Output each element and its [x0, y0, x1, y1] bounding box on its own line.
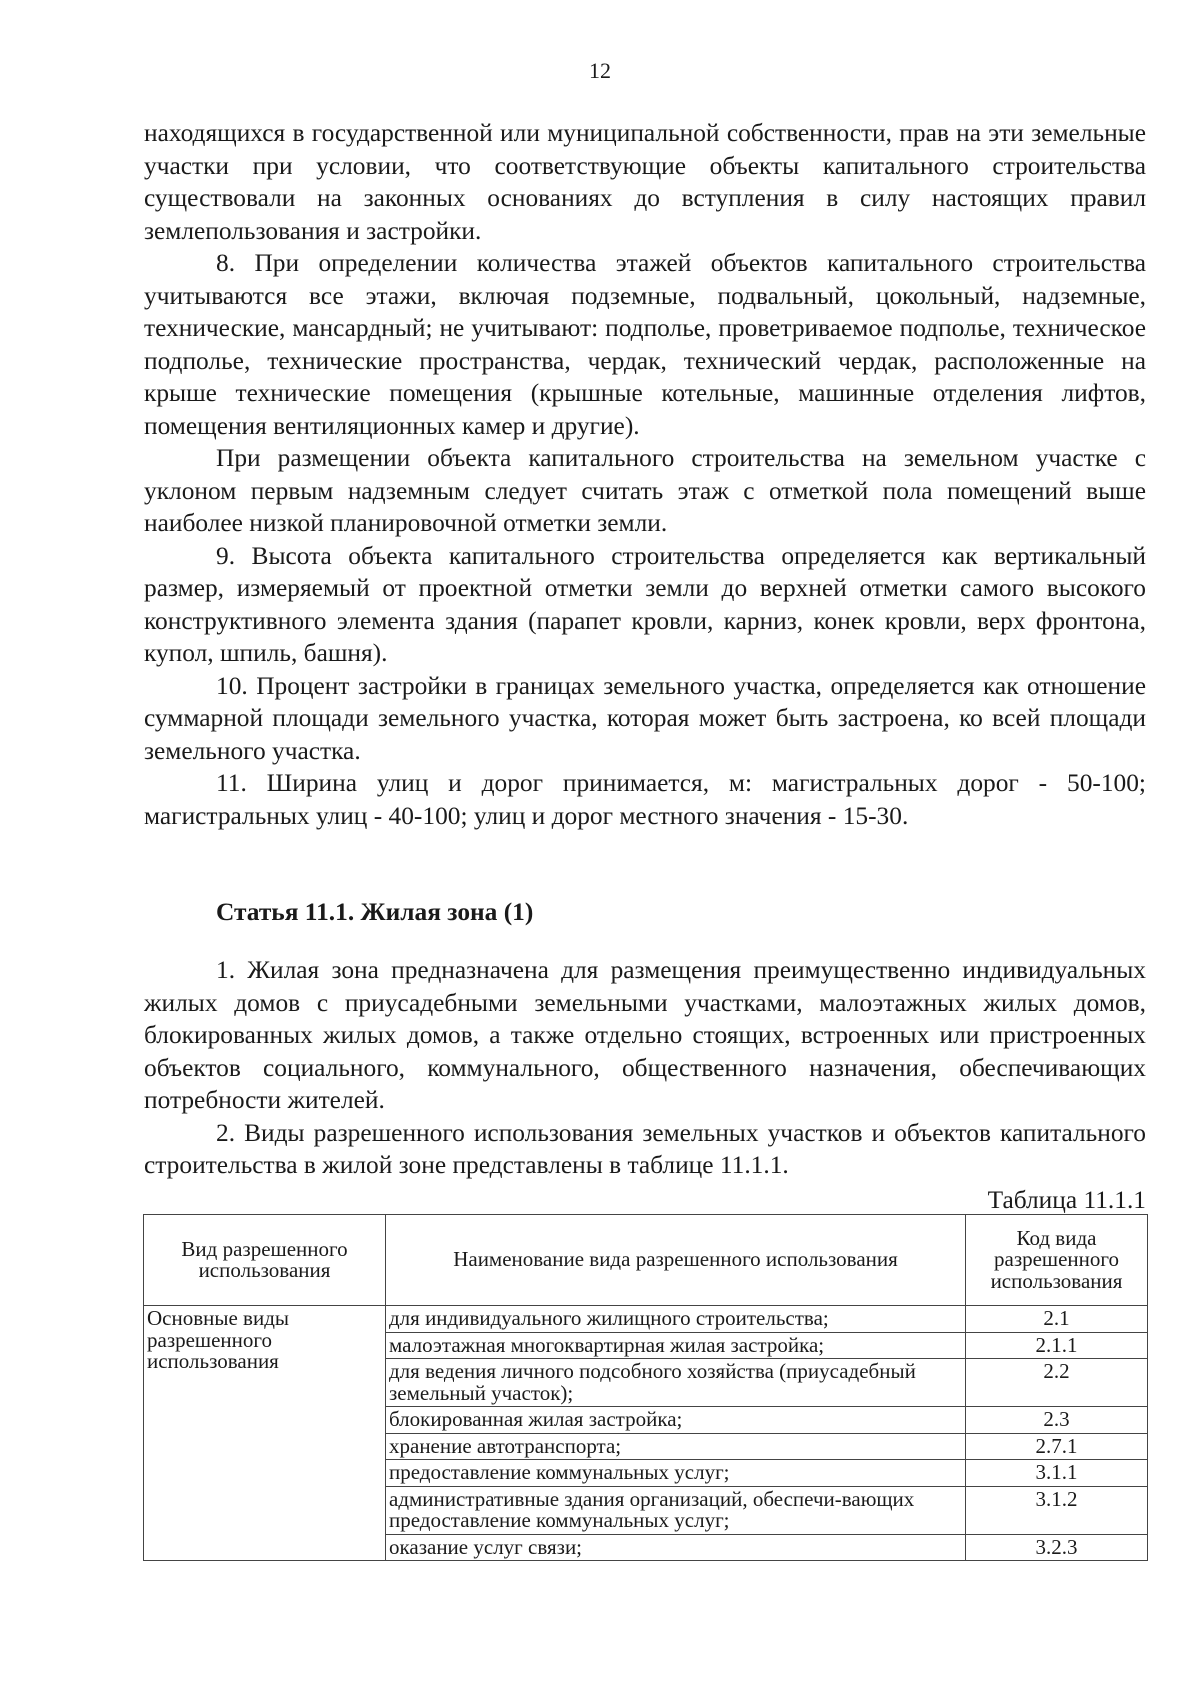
article-heading: Статья 11.1. Жилая зона (1) — [216, 898, 534, 926]
paragraph-8-note: При размещении объекта капитального строительства на земельном участке с уклоном первым надземным следует считать этаж с отметкой пола помещений выше наиболее низкой планировочной отметки земли. — [144, 444, 1146, 537]
header-type: Вид разрешенного использования — [144, 1215, 386, 1306]
use-name: хранение автотранспорта; — [386, 1433, 966, 1460]
table-caption: Таблица 11.1.1 — [987, 1186, 1146, 1214]
use-name: для ведения личного подсобного хозяйства (приусадебный земельный участок); — [386, 1359, 966, 1407]
header-name: Наименование вида разрешенного использования — [386, 1215, 966, 1306]
category-cell: Основные виды разрешенного использования — [144, 1306, 386, 1561]
paragraph-9: 9. Высота объекта капитального строительства определяется как вертикальный размер, измеряемый от проектной отметки земли до верхней отметки самого высокого конструктивного элемента здания (парапет кровли, карниз, конек кровли, верх фронтона, купол, шпиль, башня). — [144, 541, 1146, 667]
zone-paragraph-1: 1. Жилая зона предназначена для размещения преимущественно индивидуальных жилых домов с приусадебными земельными участками, малоэтажных жилых домов, блокированных жилых домов, а также отдельно стоящих, встроенных или пристроенных объектов социального, коммунального, общественного назначения, обеспечивающих потребности жителей. — [144, 956, 1146, 1114]
use-name: малоэтажная многоквартирная жилая застройка; — [386, 1332, 966, 1359]
use-code: 2.1.1 — [966, 1332, 1148, 1359]
use-code: 3.1.2 — [966, 1486, 1148, 1534]
use-name: для индивидуального жилищного строительства; — [386, 1306, 966, 1333]
use-name: предоставление коммунальных услуг; — [386, 1460, 966, 1487]
table-header-row — [144, 1215, 1148, 1306]
paragraph-8: 8. При определении количества этажей объектов капитального строительства учитываются все этажи, включая подземные, подвальный, цокольный, надземные, технические, мансардный; не учитывают: подполье, проветриваемое подполье, техническое подполье, технические пространства, чердак, технический чердак, расположенные на крыше технические помещения (крышные котельные, машинные отделения лифтов, помещения вентиляционных камер и другие). — [144, 249, 1146, 440]
use-code: 2.7.1 — [966, 1433, 1148, 1460]
text-block-top — [144, 117, 1146, 832]
table-row — [144, 1306, 1148, 1333]
use-code: 3.1.1 — [966, 1460, 1148, 1487]
page-number: 12 — [589, 58, 611, 83]
permitted-use-table — [143, 1214, 1148, 1561]
use-name: административные здания организаций, обеспечи-вающих предоставление коммунальных услуг; — [386, 1486, 966, 1534]
use-name: блокированная жилая застройка; — [386, 1407, 966, 1434]
zone-paragraph-2: 2. Виды разрешенного использования земельных участков и объектов капитального строительства в жилой зоне представлены в таблице 11.1.1. — [144, 1118, 1146, 1179]
use-code: 2.3 — [966, 1407, 1148, 1434]
header-code: Код вида разрешенного использования — [966, 1215, 1148, 1306]
paragraph-10: 10. Процент застройки в границах земельного участка, определяется как отношение суммарной площади земельного участка, которая может быть застроена, ко всей площади земельного участка. — [144, 671, 1146, 765]
text-block-bottom — [144, 954, 1146, 1182]
paragraph-11: 11. Ширина улиц и дорог принимается, м: магистральных дорог - 50-100; магистральных улиц - 40-100; улиц и дорог местного значения - 15-30. — [144, 769, 1146, 830]
paragraph-continuation: находящихся в государственной или муниципальной собственности, прав на эти земельные участки при условии, что соответствующие объекты капитального строительства существовали на законных основаниях до вступления в силу настоящих правил землепользования и застройки. — [144, 119, 1146, 245]
use-code: 3.2.3 — [966, 1534, 1148, 1561]
use-code: 2.1 — [966, 1306, 1148, 1333]
use-code: 2.2 — [966, 1359, 1148, 1407]
use-name: оказание услуг связи; — [386, 1534, 966, 1561]
